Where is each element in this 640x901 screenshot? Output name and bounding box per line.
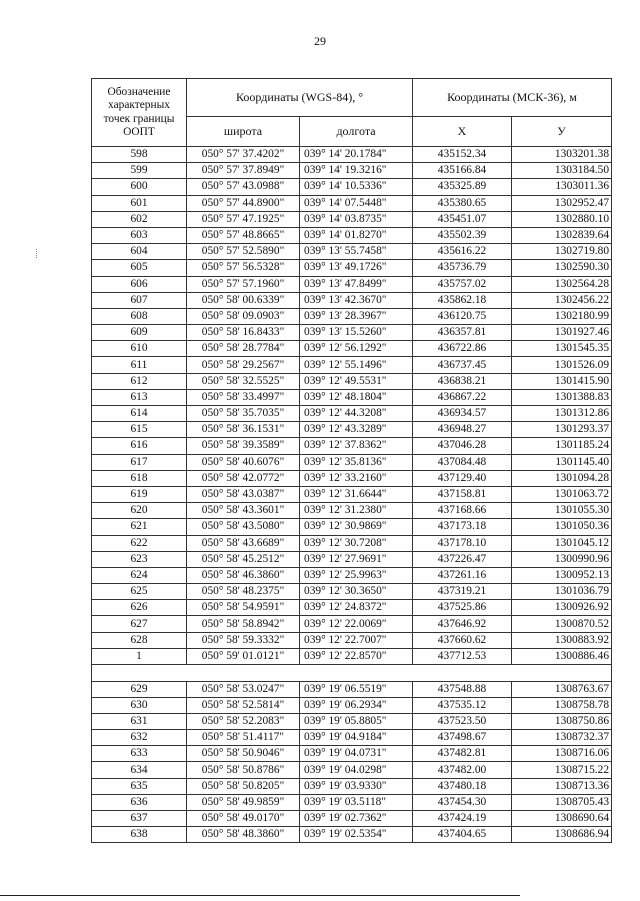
cell-y: 1308716.06 [512,746,612,762]
table-row [92,373,612,389]
cell-point-number: 1 [92,648,187,664]
cell-y: 1303184.50 [512,163,612,179]
table-body [92,147,612,843]
cell-latitude: 050° 58' 28.7784" [187,341,300,357]
cell-latitude: 050° 58' 09.0903" [187,308,300,324]
cell-x: 437226.47 [413,551,512,567]
cell-x: 437129.40 [413,470,512,486]
page-number: 29 [314,34,326,48]
cell-point-number: 634 [92,762,187,778]
table-row [92,486,612,502]
table-row [92,438,612,454]
cell-y: 1308763.67 [512,681,612,697]
cell-latitude: 050° 58' 42.0772" [187,470,300,486]
cell-x: 436948.27 [413,422,512,438]
cell-longitude: 039° 12' 27.9691" [300,551,413,567]
table-row [92,632,612,648]
table-row [92,746,612,762]
cell-longitude: 039° 12' 37.8362" [300,438,413,454]
cell-point-number: 614 [92,406,187,422]
cell-y: 1301526.09 [512,357,612,373]
cell-point-number: 635 [92,778,187,794]
cell-longitude: 039° 19' 03.9330" [300,778,413,794]
cell-latitude: 050° 58' 50.9046" [187,746,300,762]
cell-x: 437158.81 [413,486,512,502]
table-row [92,308,612,324]
cell-longitude: 039° 14' 10.5336" [300,179,413,195]
cell-point-number: 610 [92,341,187,357]
cell-longitude: 039° 12' 30.9869" [300,519,413,535]
cell-x: 437548.88 [413,681,512,697]
cell-y: 1301055.30 [512,503,612,519]
table-row [92,195,612,211]
cell-longitude: 039° 12' 22.8570" [300,648,413,664]
cell-point-number: 626 [92,600,187,616]
cell-x: 437168.66 [413,503,512,519]
table-row [92,227,612,243]
cell-latitude: 050° 58' 00.6339" [187,292,300,308]
cell-x: 437660.62 [413,632,512,648]
table-row [92,681,612,697]
table-row [92,730,612,746]
cell-latitude: 050° 58' 51.4117" [187,730,300,746]
cell-y: 1301045.12 [512,535,612,551]
cell-point-number: 630 [92,697,187,713]
table-row [92,713,612,729]
table-row [92,470,612,486]
cell-x: 437712.53 [413,648,512,664]
cell-point-number: 612 [92,373,187,389]
cell-latitude: 050° 58' 46.3860" [187,567,300,583]
table-row [92,260,612,276]
cell-longitude: 039° 13' 47.8499" [300,276,413,292]
cell-x: 436120.75 [413,308,512,324]
cell-y: 1301927.46 [512,325,612,341]
cell-longitude: 039° 12' 48.1804" [300,389,413,405]
cell-longitude: 039° 12' 55.1496" [300,357,413,373]
table-row [92,147,612,163]
cell-x: 437173.18 [413,519,512,535]
cell-latitude: 050° 57' 37.4202" [187,147,300,163]
cell-y: 1301094.28 [512,470,612,486]
table-row [92,794,612,810]
table-row [92,519,612,535]
cell-y: 1300990.96 [512,551,612,567]
cell-latitude: 050° 58' 58.8942" [187,616,300,632]
cell-latitude: 050° 57' 44.8900" [187,195,300,211]
cell-longitude: 039° 19' 03.5118" [300,794,413,810]
cell-latitude: 050° 59' 01.0121" [187,648,300,664]
header-msk36-coordinates: Координаты (МСК-36), м [413,79,612,117]
cell-point-number: 627 [92,616,187,632]
table-row [92,600,612,616]
cell-point-number: 599 [92,163,187,179]
cell-x: 435380.65 [413,195,512,211]
cell-y: 1301063.72 [512,486,612,502]
cell-y: 1302952.47 [512,195,612,211]
cell-longitude: 039° 19' 02.5354" [300,827,413,843]
cell-x: 437480.18 [413,778,512,794]
cell-longitude: 039° 12' 35.8136" [300,454,413,470]
cell-x: 437482.81 [413,746,512,762]
cell-latitude: 050° 58' 40.6076" [187,454,300,470]
cell-point-number: 604 [92,244,187,260]
table-row [92,551,612,567]
cell-longitude: 039° 19' 02.7362" [300,811,413,827]
cell-y: 1301293.37 [512,422,612,438]
cell-x: 436934.57 [413,406,512,422]
cell-longitude: 039° 12' 56.1292" [300,341,413,357]
cell-latitude: 050° 58' 52.5814" [187,697,300,713]
cell-y: 1308713.36 [512,778,612,794]
cell-longitude: 039° 12' 30.7208" [300,535,413,551]
cell-latitude: 050° 58' 35.7035" [187,406,300,422]
cell-point-number: 629 [92,681,187,697]
table-header [92,79,612,147]
cell-latitude: 050° 57' 48.8665" [187,227,300,243]
table-row [92,211,612,227]
cell-latitude: 050° 58' 33.4997" [187,389,300,405]
cell-point-number: 621 [92,519,187,535]
cell-longitude: 039° 13' 15.5260" [300,325,413,341]
table-row [92,648,612,664]
cell-longitude: 039° 12' 31.6644" [300,486,413,502]
cell-y: 1302880.10 [512,211,612,227]
cell-latitude: 050° 58' 16.8433" [187,325,300,341]
cell-y: 1300952.13 [512,567,612,583]
cell-y: 1308690.64 [512,811,612,827]
cell-latitude: 050° 58' 50.8205" [187,778,300,794]
cell-longitude: 039° 12' 43.3289" [300,422,413,438]
cell-point-number: 622 [92,535,187,551]
cell-latitude: 050° 58' 36.1531" [187,422,300,438]
cell-x: 437482.00 [413,762,512,778]
table-row [92,827,612,843]
cell-y: 1302719.80 [512,244,612,260]
cell-latitude: 050° 58' 53.0247" [187,681,300,697]
cell-y: 1308732.37 [512,730,612,746]
cell-longitude: 039° 12' 31.2380" [300,503,413,519]
cell-x: 436357.81 [413,325,512,341]
table-row [92,811,612,827]
table-row [92,616,612,632]
header-y: У [512,117,612,147]
header-longitude: долгота [300,117,413,147]
cell-x: 435152.34 [413,147,512,163]
header-x: X [413,117,512,147]
cell-y: 1301388.83 [512,389,612,405]
cell-point-number: 625 [92,584,187,600]
cell-y: 1302180.99 [512,308,612,324]
cell-longitude: 039° 14' 19.3216" [300,163,413,179]
table-row [92,163,612,179]
cell-x: 437261.16 [413,567,512,583]
header-point-designation: Обозначение характерных точек границы ООПТ [92,79,187,147]
cell-point-number: 605 [92,260,187,276]
cell-longitude: 039° 14' 20.1784" [300,147,413,163]
cell-longitude: 039° 12' 22.0069" [300,616,413,632]
cell-longitude: 039° 14' 07.5448" [300,195,413,211]
cell-y: 1301036.79 [512,584,612,600]
cell-y: 1301145.40 [512,454,612,470]
table-row [92,697,612,713]
table-gap-row [92,665,612,682]
cell-latitude: 050° 58' 59.3332" [187,632,300,648]
cell-x: 436722.86 [413,341,512,357]
cell-latitude: 050° 57' 52.5890" [187,244,300,260]
cell-point-number: 618 [92,470,187,486]
cell-longitude: 039° 13' 28.3967" [300,308,413,324]
coordinates-table [91,78,612,843]
cell-x: 435451.07 [413,211,512,227]
cell-latitude: 050° 58' 32.5525" [187,373,300,389]
cell-point-number: 615 [92,422,187,438]
cell-x: 437498.67 [413,730,512,746]
table-row [92,357,612,373]
scan-artifact-mark [36,249,39,258]
table-row [92,244,612,260]
cell-point-number: 623 [92,551,187,567]
table-row [92,503,612,519]
cell-x: 437424.19 [413,811,512,827]
cell-longitude: 039° 13' 49.1726" [300,260,413,276]
cell-point-number: 606 [92,276,187,292]
cell-y: 1301545.35 [512,341,612,357]
cell-latitude: 050° 57' 43.0988" [187,179,300,195]
cell-y: 1300886.46 [512,648,612,664]
cell-longitude: 039° 19' 06.5519" [300,681,413,697]
cell-longitude: 039° 13' 42.3670" [300,292,413,308]
table-row [92,292,612,308]
cell-point-number: 628 [92,632,187,648]
header-latitude: широта [187,117,300,147]
cell-point-number: 624 [92,567,187,583]
cell-y: 1302590.30 [512,260,612,276]
cell-y: 1308758.78 [512,697,612,713]
cell-y: 1300870.52 [512,616,612,632]
table-row [92,535,612,551]
cell-x: 437535.12 [413,697,512,713]
cell-longitude: 039° 14' 01.8270" [300,227,413,243]
cell-x: 437523.50 [413,713,512,729]
cell-longitude: 039° 12' 25.9963" [300,567,413,583]
cell-x: 436838.21 [413,373,512,389]
scan-bottom-line [0,895,520,896]
cell-y: 1302456.22 [512,292,612,308]
gap-cell [92,665,612,682]
cell-point-number: 620 [92,503,187,519]
cell-longitude: 039° 13' 55.7458" [300,244,413,260]
cell-point-number: 633 [92,746,187,762]
cell-point-number: 601 [92,195,187,211]
cell-longitude: 039° 12' 49.5531" [300,373,413,389]
cell-x: 437525.86 [413,600,512,616]
cell-y: 1308715.22 [512,762,612,778]
cell-point-number: 608 [92,308,187,324]
cell-latitude: 050° 58' 48.3860" [187,827,300,843]
table-row [92,567,612,583]
cell-y: 1303011.36 [512,179,612,195]
cell-point-number: 598 [92,147,187,163]
cell-x: 435757.02 [413,276,512,292]
cell-point-number: 600 [92,179,187,195]
table-row [92,584,612,600]
table-row [92,454,612,470]
cell-latitude: 050° 58' 45.2512" [187,551,300,567]
cell-longitude: 039° 12' 44.3208" [300,406,413,422]
cell-latitude: 050° 58' 54.9591" [187,600,300,616]
cell-latitude: 050° 58' 43.6689" [187,535,300,551]
cell-latitude: 050° 58' 50.8786" [187,762,300,778]
cell-point-number: 616 [92,438,187,454]
cell-latitude: 050° 58' 49.0170" [187,811,300,827]
cell-longitude: 039° 12' 22.7007" [300,632,413,648]
cell-y: 1300926.92 [512,600,612,616]
cell-y: 1303201.38 [512,147,612,163]
cell-longitude: 039° 19' 04.0731" [300,746,413,762]
cell-longitude: 039° 12' 33.2160" [300,470,413,486]
cell-x: 437084.48 [413,454,512,470]
cell-point-number: 617 [92,454,187,470]
cell-longitude: 039° 14' 03.8735" [300,211,413,227]
cell-latitude: 050° 58' 52.2083" [187,713,300,729]
cell-y: 1301185.24 [512,438,612,454]
cell-y: 1308750.86 [512,713,612,729]
cell-point-number: 603 [92,227,187,243]
cell-latitude: 050° 57' 47.1925" [187,211,300,227]
cell-y: 1301050.36 [512,519,612,535]
cell-longitude: 039° 12' 24.8372" [300,600,413,616]
table-row [92,778,612,794]
table-row [92,389,612,405]
cell-y: 1308705.43 [512,794,612,810]
cell-x: 435616.22 [413,244,512,260]
cell-x: 437319.21 [413,584,512,600]
cell-longitude: 039° 19' 04.0298" [300,762,413,778]
cell-latitude: 050° 58' 43.0387" [187,486,300,502]
cell-longitude: 039° 19' 05.8805" [300,713,413,729]
cell-point-number: 638 [92,827,187,843]
cell-x: 437454.30 [413,794,512,810]
cell-latitude: 050° 58' 43.5080" [187,519,300,535]
cell-point-number: 637 [92,811,187,827]
cell-x: 435166.84 [413,163,512,179]
table-row [92,276,612,292]
cell-x: 435502.39 [413,227,512,243]
cell-latitude: 050° 58' 39.3589" [187,438,300,454]
cell-latitude: 050° 58' 43.3601" [187,503,300,519]
cell-y: 1301415.90 [512,373,612,389]
cell-point-number: 607 [92,292,187,308]
cell-y: 1302564.28 [512,276,612,292]
cell-point-number: 609 [92,325,187,341]
cell-longitude: 039° 19' 04.9184" [300,730,413,746]
cell-x: 437404.65 [413,827,512,843]
cell-x: 435736.79 [413,260,512,276]
header-wgs84-coordinates: Координаты (WGS-84), ° [187,79,413,117]
table-row [92,762,612,778]
cell-y: 1308686.94 [512,827,612,843]
cell-x: 437646.92 [413,616,512,632]
cell-point-number: 619 [92,486,187,502]
cell-point-number: 632 [92,730,187,746]
cell-point-number: 602 [92,211,187,227]
cell-latitude: 050° 57' 57.1960" [187,276,300,292]
cell-latitude: 050° 58' 49.9859" [187,794,300,810]
cell-latitude: 050° 58' 48.2375" [187,584,300,600]
cell-x: 435862.18 [413,292,512,308]
cell-longitude: 039° 19' 06.2934" [300,697,413,713]
cell-y: 1300883.92 [512,632,612,648]
cell-longitude: 039° 12' 30.3650" [300,584,413,600]
cell-point-number: 613 [92,389,187,405]
cell-x: 436867.22 [413,389,512,405]
cell-point-number: 631 [92,713,187,729]
cell-point-number: 611 [92,357,187,373]
cell-latitude: 050° 57' 37.8949" [187,163,300,179]
cell-x: 435325.89 [413,179,512,195]
table-row [92,422,612,438]
cell-latitude: 050° 58' 29.2567" [187,357,300,373]
table-row [92,179,612,195]
cell-y: 1301312.86 [512,406,612,422]
table-row [92,341,612,357]
table-row [92,325,612,341]
cell-x: 436737.45 [413,357,512,373]
table-row [92,406,612,422]
cell-point-number: 636 [92,794,187,810]
cell-x: 437046.28 [413,438,512,454]
cell-latitude: 050° 57' 56.5328" [187,260,300,276]
cell-y: 1302839.64 [512,227,612,243]
cell-x: 437178.10 [413,535,512,551]
